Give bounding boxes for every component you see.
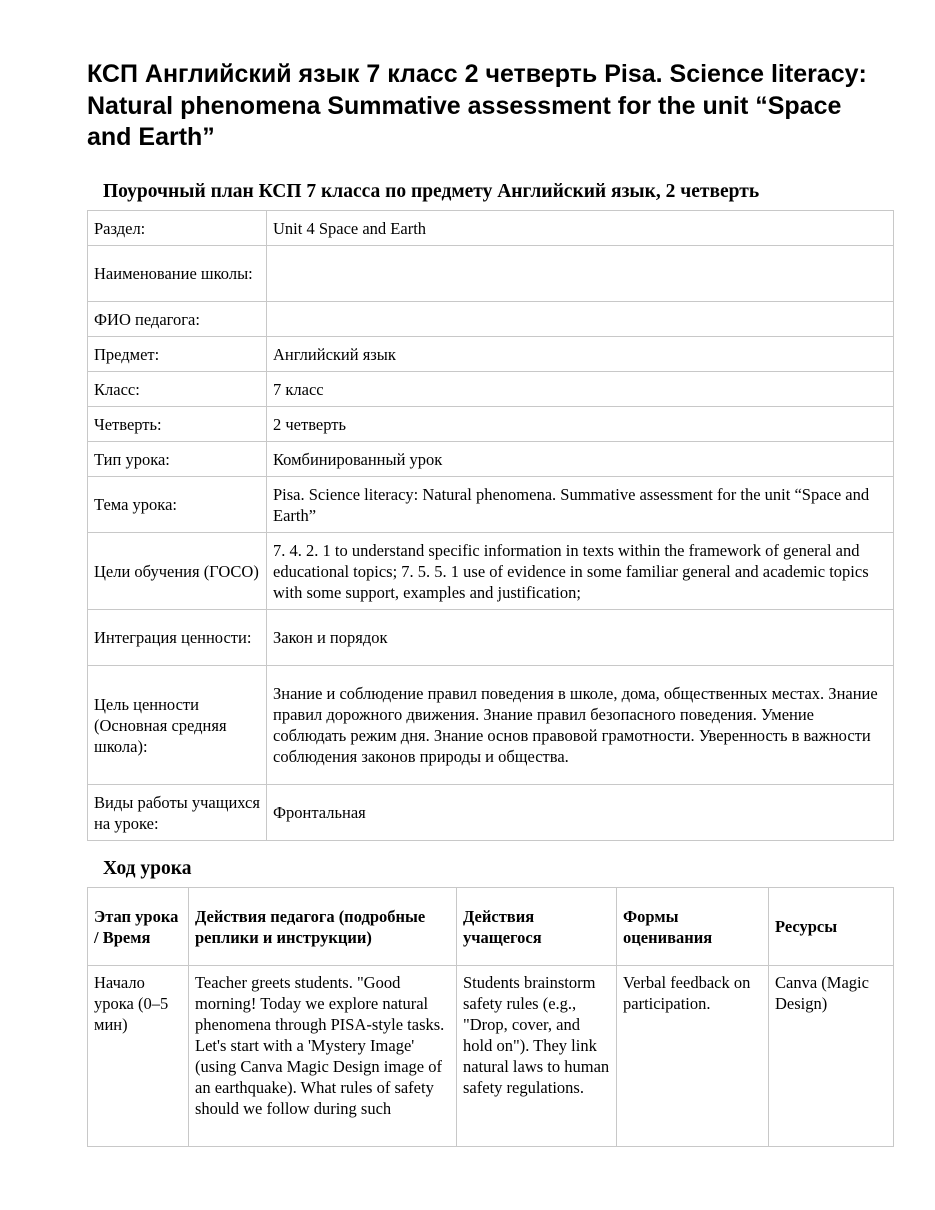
header-stage: Этап урока / Время <box>88 888 189 966</box>
flow-header-row <box>88 888 894 966</box>
info-row <box>88 477 894 533</box>
header-resources: Ресурсы <box>769 888 894 966</box>
info-label: Тема урока: <box>88 477 267 533</box>
flow-teacher-actions: Teacher greets students. "Good morning! Today we explore natural phenomena through PISA-style tasks. Let's start with a 'Mystery Image' (using Canva Magic Design image of an earthquake). What rules of safety should we follow during such <box>189 966 457 1147</box>
flow-stage: Начало урока (0–5 мин) <box>88 966 189 1147</box>
header-student-actions: Действия учащегося <box>457 888 617 966</box>
flow-resources: Canva (Magic Design) <box>769 966 894 1147</box>
info-label: Класс: <box>88 372 267 407</box>
header-teacher-actions: Действия педагога (подробные реплики и инструкции) <box>189 888 457 966</box>
info-label: Цель ценности (Основная средняя школа): <box>88 666 267 785</box>
info-label: Цели обучения (ГОСО) <box>88 533 267 610</box>
info-label: ФИО педагога: <box>88 302 267 337</box>
info-row <box>88 533 894 610</box>
info-label: Предмет: <box>88 337 267 372</box>
info-row <box>88 442 894 477</box>
flow-assessment: Verbal feedback on participation. <box>617 966 769 1147</box>
lesson-flow-heading: Ход урока <box>103 858 192 879</box>
info-row <box>88 246 894 302</box>
info-value: Комбинированный урок <box>267 442 894 477</box>
info-row <box>88 610 894 666</box>
info-row <box>88 211 894 246</box>
info-value: 7 класс <box>267 372 894 407</box>
info-label: Четверть: <box>88 407 267 442</box>
info-label: Тип урока: <box>88 442 267 477</box>
info-value: Unit 4 Space and Earth <box>267 211 894 246</box>
info-label: Наименование школы: <box>88 246 267 302</box>
info-value: 7. 4. 2. 1 to understand specific information in texts within the framework of general and educational topics; 7. 5. 5. 1 use of evidence in some familiar general and academic topics with some support, examples and justification; <box>267 533 894 610</box>
info-row <box>88 785 894 841</box>
info-value: Английский язык <box>267 337 894 372</box>
info-value: Pisa. Science literacy: Natural phenomena. Summative assessment for the unit “Space and Earth” <box>267 477 894 533</box>
info-value <box>267 302 894 337</box>
info-row <box>88 407 894 442</box>
lesson-flow-table <box>87 887 894 1147</box>
info-row <box>88 337 894 372</box>
plan-heading: Поурочный план КСП 7 класса по предмету Английский язык, 2 четверть <box>103 181 760 202</box>
info-row <box>88 302 894 337</box>
info-value: 2 четверть <box>267 407 894 442</box>
info-value: Фронтальная <box>267 785 894 841</box>
info-value <box>267 246 894 302</box>
header-assessment: Формы оценивания <box>617 888 769 966</box>
flow-student-actions: Students brainstorm safety rules (e.g., "Drop, cover, and hold on"). They link natural laws to human safety regulations. <box>457 966 617 1147</box>
lesson-info-table <box>87 210 894 841</box>
document-title: КСП Английский язык 7 класс 2 четверть Pisa. Science literacy: Natural phenomena Summative assessment for the unit “Space and Earth” <box>87 60 867 151</box>
info-label: Раздел: <box>88 211 267 246</box>
info-row <box>88 666 894 785</box>
info-value: Знание и соблюдение правил поведения в школе, дома, общественных местах. Знание правил дорожного движения. Знание правил безопасного поведения. Умение соблюдать режим дня. Знание основ правовой грамотности. Уверенность в важности соблюдения законов природы и общества. <box>267 666 894 785</box>
info-row <box>88 372 894 407</box>
info-label: Виды работы учащихся на уроке: <box>88 785 267 841</box>
flow-row <box>88 966 894 1147</box>
info-value: Закон и порядок <box>267 610 894 666</box>
info-label: Интеграция ценности: <box>88 610 267 666</box>
